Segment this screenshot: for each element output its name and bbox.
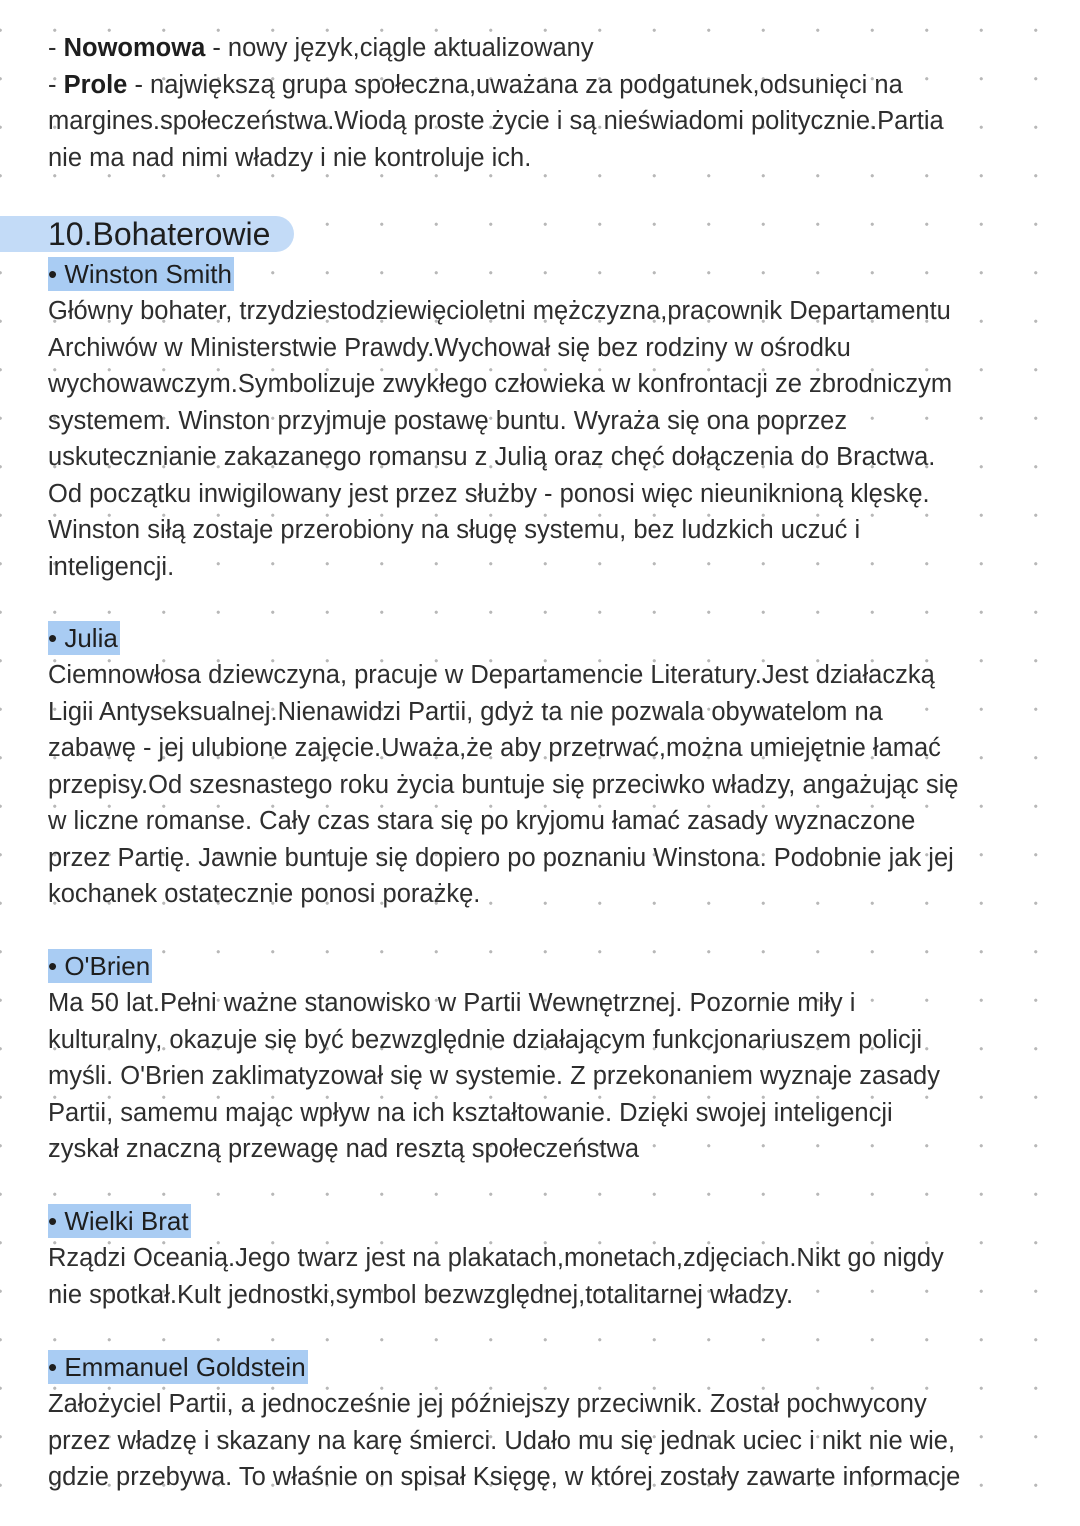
- text-line: zabawę - jej ulubione zajęcie.Uważa,że aby przetrwać,można umiejętnie łamać: [48, 734, 941, 762]
- text-line: przepisy.Od szesnastego roku życia buntuje się przeciwko władzy, angażując się: [48, 770, 959, 799]
- character-section: [48, 1350, 960, 1496]
- text-line: myśli. O'Brien zaklimatyzował się w systemie. Z przekonaniem wyznaje zasady: [48, 1062, 940, 1090]
- text-line: nie spotkał.Kult jednostki,symbol bezwzględnej,totalitarnej władzy.: [48, 1280, 794, 1309]
- text-line: przez władzę i skazany na karę śmierci. Udało mu się jednak uciec i nikt nie wie,: [48, 1426, 956, 1455]
- text-line: Ciemnowłosa dziewczyna, pracuje w Departamencie Literatury.Jest działaczką: [48, 661, 935, 689]
- character-name: • Wielki Brat: [48, 1206, 189, 1236]
- text-line: Główny bohater, trzydziestodziewięcioletni mężczyzna,pracownik Departamentu: [48, 297, 951, 325]
- text-line: uskutecznianie zakazanego romansu z Julią oraz chęć dołączenia do Bractwa.: [48, 443, 936, 471]
- text-line: przez Partię. Jawnie buntuje się dopiero po poznaniu Winstona. Podobnie jak jej: [48, 843, 954, 872]
- character-section: [48, 949, 940, 1168]
- intro-item: - Nowomowa - nowy język,ciągle aktualizowany: [48, 34, 594, 62]
- section-heading: [0, 216, 294, 252]
- text-line: inteligencji.: [48, 552, 175, 581]
- character-name: • Winston Smith: [48, 259, 232, 289]
- text-line: w liczne romanse. Cały czas stara się po kryjomu łamać zasady wyznaczone: [48, 807, 916, 835]
- text-line: Od początku inwigilowany jest przez służby - ponosi więc nieuniknioną klęskę.: [48, 479, 930, 508]
- text-line: margines.społeczeństwa.Wiodą proste życie i są nieświadomi politycznie.Partia: [48, 107, 944, 135]
- text-line: gdzie przebywa. To właśnie on spisał Księgę, w której zostały zawarte informacje: [48, 1463, 961, 1491]
- text-line: kulturalny, okazuje się być bezwzględnie działającym funkcjonariuszem policji: [48, 1025, 923, 1054]
- definition: - największą grupa społeczna,uważana za podgatunek,odsunięci na: [127, 70, 903, 99]
- character-name: • Emmanuel Goldstein: [48, 1352, 306, 1382]
- text-line: zyskał znaczną przewagę nad resztą społeczeństwa: [48, 1135, 640, 1163]
- text-line: systemem. Winston przyjmuje postawę buntu. Wyraża się ona poprzez: [48, 406, 848, 435]
- intro-item: - Prole - największą grupa społeczna,uważana za podgatunek,odsunięci na: [48, 70, 903, 99]
- text-line: wychowawczym.Symbolizuje zwykłego człowieka w konfrontacji ze zbrodniczym: [48, 370, 953, 398]
- character-section: [48, 621, 958, 913]
- text-line: Archiwów w Ministerstwie Prawdy.Wychował się bez rodziny w ośrodku: [48, 333, 851, 362]
- character-section: [48, 1204, 944, 1313]
- intro-block: [48, 30, 944, 176]
- text-line: kochanek ostatecznie ponosi porażkę.: [48, 880, 481, 908]
- text-line: Założyciel Partii, a jednocześnie jej późniejszy przeciwnik. Został pochwycony: [48, 1390, 927, 1418]
- character-name: • O'Brien: [48, 951, 151, 981]
- text-line: nie ma nad nimi władzy i nie kontroluje ich.: [48, 143, 532, 172]
- text-line: Ligii Antyseksualnej.Nienawidzi Partii, gdyż ta nie pozwala obywatelom na: [48, 697, 883, 726]
- term: Prole: [63, 70, 128, 99]
- character-name: • Julia: [48, 623, 118, 653]
- character-section: [48, 257, 952, 585]
- text-line: Ma 50 lat.Pełni ważne stanowisko w Partii Wewnętrznej. Pozornie miły i: [48, 989, 856, 1017]
- term: Nowomowa: [63, 34, 206, 62]
- text-line: Winston siłą zostaje przerobiony na sługę systemu, bez ludzkich uczuć i: [48, 516, 861, 544]
- text-line: Rządzi Oceanią.Jego twarz jest na plakatach,monetach,zdjęciach.Nikt go nigdy: [48, 1244, 944, 1272]
- heading-text: 10.Bohaterowie: [48, 216, 271, 252]
- text-line: Partii, samemu mając wpływ na ich kształtowanie. Dzięki swojej inteligencji: [48, 1098, 893, 1127]
- definition: - nowy język,ciągle aktualizowany: [205, 34, 594, 62]
